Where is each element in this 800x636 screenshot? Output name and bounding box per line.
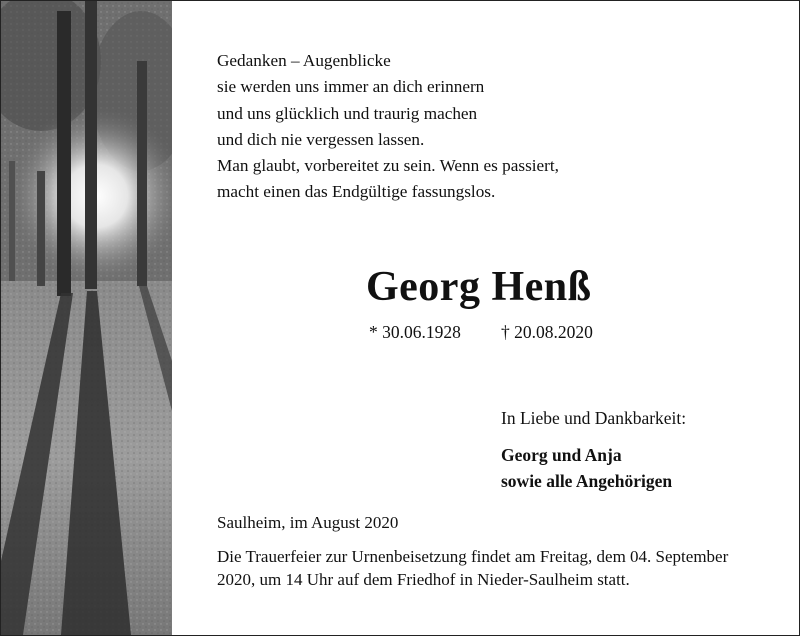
poem bbox=[217, 48, 559, 206]
funeral-line: Die Trauerfeier zur Urnenbeisetzung findet am Freitag, dem 04. September bbox=[217, 547, 729, 566]
poem-line: Man glaubt, vorbereitet zu sein. Wenn es passiert, bbox=[217, 156, 559, 176]
place-date: Saulheim, im August 2020 bbox=[217, 513, 399, 532]
mourners-names bbox=[501, 442, 672, 494]
poem-line: und uns glücklich und traurig machen bbox=[217, 103, 478, 123]
park-trees-photo bbox=[1, 1, 172, 635]
funeral-line: 2020, um 14 Uhr auf dem Friedhof in Nieder-Saulheim statt. bbox=[217, 569, 630, 589]
death-date: † 20.08.2020 bbox=[501, 322, 593, 342]
life-dates bbox=[369, 322, 593, 343]
mourners-line: sowie alle Angehörigen bbox=[501, 471, 673, 491]
birth-date: * 30.06.1928 bbox=[369, 322, 461, 342]
poem-line: Gedanken – Augenblicke bbox=[217, 51, 391, 70]
mourners-line: Georg und Anja bbox=[501, 445, 622, 465]
mourners-intro: In Liebe und Dankbarkeit: bbox=[501, 408, 687, 428]
poem-line: und dich nie vergessen lassen. bbox=[217, 129, 425, 149]
poem-line: macht einen das Endgültige fassungslos. bbox=[217, 182, 496, 202]
deceased-name: Georg Henß bbox=[366, 264, 592, 310]
funeral-info bbox=[217, 546, 728, 591]
poem-line: sie werden uns immer an dich erinnern bbox=[217, 77, 485, 97]
